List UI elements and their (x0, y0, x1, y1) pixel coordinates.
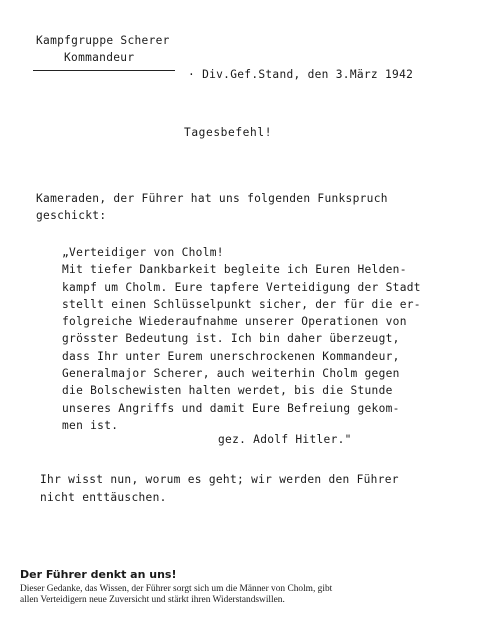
footer-line: allen Verteidigern neue Zuversicht und stärkt ihren Widerstandswillen. (20, 594, 285, 605)
radio-message-line: grösster Bedeutung ist. Ich bin daher überzeugt, (62, 332, 400, 346)
radio-message-line: kampf um Cholm. Eure tapfere Verteidigung der Stadt (62, 280, 421, 294)
header-role: Kommandeur (64, 51, 135, 64)
intro-line: geschickt: (36, 209, 107, 222)
radio-message-line: unseres Angriffs und damit Eure Befreiung gekom- (62, 401, 400, 415)
radio-message-line: die Bolschewisten halten werdet, bis die Stunde (62, 384, 393, 398)
closing-paragraph (40, 471, 399, 507)
footer-line: Dieser Gedanke, das Wissen, der Führer sorgt sich um die Männer von Cholm, gibt (20, 584, 333, 594)
footer-text (20, 584, 332, 605)
intro-paragraph (36, 190, 388, 224)
closing-line: nicht enttäuschen. (40, 491, 167, 504)
radio-message-line: Mit tiefer Dankbarkeit begleite ich Euren Helden- (62, 263, 407, 277)
radio-message-line: Generalmajor Scherer, auch weiterhin Cholm gegen (62, 367, 400, 381)
radio-message-line: dass Ihr unter Eurem unerschrockenen Kommandeur, (62, 349, 400, 363)
signature-line: gez. Adolf Hitler." (218, 433, 352, 446)
radio-message-line: stellt einen Schlüsselpunkt sicher, der für die er- (62, 297, 421, 311)
radio-message-line: „Verteidiger von Cholm! (62, 246, 224, 259)
closing-line: Ihr wisst nun, worum es geht; wir werden den Führer (40, 473, 399, 486)
intro-line: Kameraden, der Führer hat uns folgenden Funkspruch (36, 192, 388, 205)
header-unit: Kampfgruppe Scherer (36, 34, 170, 47)
footer-title: Der Führer denkt an uns! (20, 568, 177, 581)
header-place-date: · Div.Gef.Stand, den 3.März 1942 (188, 68, 414, 81)
header-rule (33, 70, 175, 71)
radio-message (62, 244, 421, 434)
document-title: Tagesbefehl! (184, 126, 273, 139)
radio-message-line: folgreiche Wiederaufnahme unserer Operationen von (62, 315, 407, 329)
radio-message-line: men ist. (62, 418, 119, 432)
